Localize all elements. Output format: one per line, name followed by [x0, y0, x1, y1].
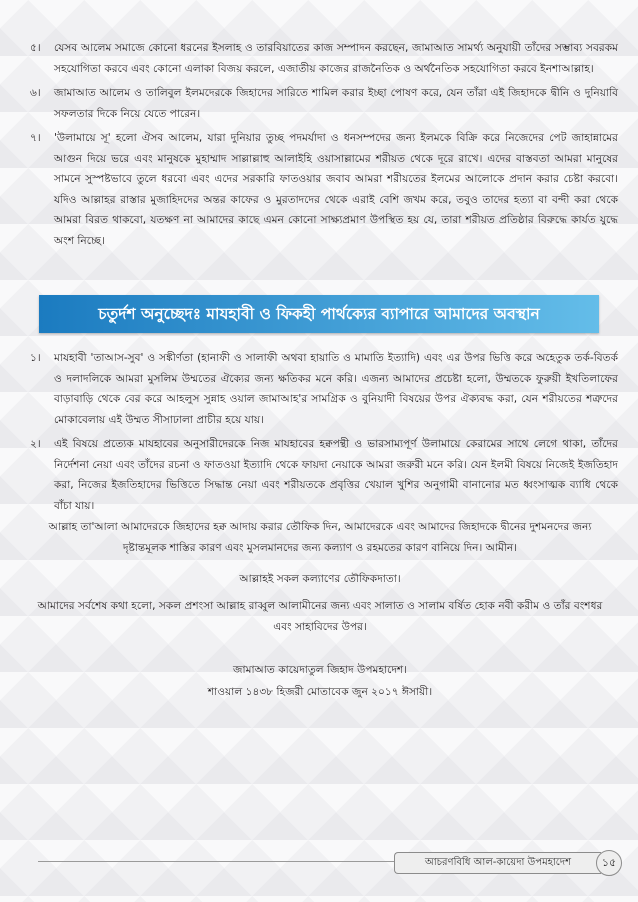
list-item [30, 348, 618, 430]
item-number: ২। [30, 438, 41, 450]
numbered-list-section-14 [30, 348, 618, 520]
page-number: ১৫ [596, 850, 622, 876]
item-text: 'উলামায়ে সূ' হলো ঐসব আলেম, যারা দুনিয়ার তুচ্ছ পদমর্যাদা ও ধনসম্পদের জন্য ইলমকে বিক্রি করে নিজেদের পেট জাহান্নামের আগুন দিয়ে ভরে এবং মানুষকে মুহাম্মাদ সাল্লাল্লাহু আলাইহি ওয়াসাল্লামের শরীয়ত থেকে দূরে রাখে। এদের বাস্তবতা আমরা মানুষের সামনে সুস্পষ্টভাবে তুলে ধরবো এবং এদের সরকারি ফাতওয়ার জবাব আমরা শরীয়তের ইলমের আলোকে প্রদান করার চেষ্টা করবো। যদিও আল্লাহর রাস্তার মুজাহিদদের অন্তর কাফের ও মুরতাদদের থেকে এরাই বেশি জখম করে, তবুও তাদের হত্যা বা বন্দী করা থেকে আমরা বিরত থাকবো, যতক্ষণ না আমাদের কাছে এমন কোনো সাক্ষ্যপ্রমাণ উপস্থিত হয় যে, তারা শরীয়ত প্রতিষ্ঠার বিরুদ্ধে কার্যত যুদ্ধে অংশ নিচ্ছে। [54, 132, 618, 247]
closing-statement: আমাদের সর্বশেষ কথা হলো, সকল প্রশংসা আল্লাহ রাব্বুল আলামীনের জন্য এবং সালাত ও সালাম বর্ষিত হোক নবী করীম ও তাঁর বংশধর এবং সাহাবিদের উপর। [37, 600, 603, 633]
item-text: জামাআত আলেম ও তালিবুল ইলমদেরকে জিহাদের সারিতে শামিল করার ইচ্ছা পোষণ করে, যেন তাঁরা এই জিহাদকে দ্বীনি ও দুনিয়াবি সফলতার দিকে নিয়ে যেতে পারেন। [54, 87, 618, 120]
closing-prayer: আল্লাহ তা'আলা আমাদেরকে জিহাদের হক্ব আদায় করার তৌফিক দিন, আমাদেরকে এবং আমাদের জিহাদকে দ্বীনের দুশমনদের জন্য দৃষ্টান্তমূলক শাস্তির কারণ এবং মুসলমানদের জন্য কল্যাণ ও রহমতের কারণ বানিয়ে দিন। আমীন। [48, 521, 592, 554]
numbered-list-section-13 [30, 38, 618, 255]
list-item [30, 38, 618, 79]
item-text: এই বিষয়ে প্রত্যেক মাযহাবের অনুসারীদেরকে নিজ মাযহাবের হক্বপন্থী ও ভারসাম্যপূর্ণ উলামায়ে কেরামের সাথে লেগে থাকা, তাঁদের নির্দেশনা নেয়া এবং তাঁদের রচনা ও ফাতওয়া ইত্যাদি থেকে ফায়দা নেয়াকে আমরা জরুরী মনে করি। যেন ইলমী বিষয়ে নিজেই ইজতিহাদ করা, নিজের ইজতিহাদের ভিত্তিতে সিদ্ধান্ত নেয়া এবং শরীয়তকে প্রবৃত্তির খেয়াল খুশির অনুগামী বানানোর মত ধ্বংসাত্মক ব্যাধি থেকে বাঁচা যায়। [54, 438, 618, 512]
item-number: ৫। [30, 42, 41, 54]
item-number: ৬। [30, 87, 41, 99]
tawfiq-line: আল্লাহই সকল কল্যাণের তৌফিকদাতা। [239, 573, 401, 585]
footer-title: আচরণবিধি আল-কায়েদা উপমহাদেশ [394, 852, 601, 874]
item-number: ৭। [30, 132, 41, 144]
signature-date: শাওয়াল ১৪৩৮ হিজরী মোতাবেক জুন ২০১৭ ঈসায়ী। [207, 686, 433, 698]
list-item [30, 83, 618, 124]
item-text: মাযহাবী 'তাআস-সুব' ও সঙ্কীর্ণতা (হানাফী ও সালাফী অথবা হায়াতি ও মামাতি ইত্যাদি) এবং এর উপর ভিত্তি করে অহেতুক তর্ক-বিতর্ক ও দলাদলিকে আমরা মুসলিম উম্মতের ঐক্যের জন্য ক্ষতিকর মনে করি। এজন্য আমাদের প্রচেষ্টা হলো, উম্মতকে ফুরুয়ী ইখতিলাফের বাড়াবাড়ি থেকে বের করে আহলুস সুন্নাহ ওয়াল জামাআহ'র সামগ্রিক ও বুনিয়াদী বিষয়ের উপর ঐক্যবদ্ধ করা, যেন শরীয়তের শত্রুদের মোকাবেলায় এই উম্মত সীসাঢালা প্রাচীর হয়ে যায়। [54, 352, 618, 426]
item-text: যেসব আলেম সমাজে কোনো ধরনের ইসলাহ ও তারবিয়াতের কাজ সম্পাদন করছেন, জামাআত সামর্থ্য অনুযায়ী তাঁদের সম্ভাব্য সবরকম সহযোগিতা করবে এবং কোনো এলাকা বিজয় করলে, এজাতীয় কাজের রাজনৈতিক ও অর্থনৈতিক সহযোগিতা করবে ইনশাআল্লাহ। [54, 42, 618, 75]
list-item [30, 434, 618, 516]
list-item [30, 128, 618, 251]
item-number: ১। [30, 352, 41, 364]
signature-organization: জামাআত কায়েদাতুল জিহাদ উপমহাদেশ। [233, 664, 407, 676]
footer-divider [38, 861, 398, 862]
section-heading-banner: চতুর্দশ অনুচ্ছেদঃ মাযহাবী ও ফিকহী পার্থক্যের ব্যাপারে আমাদের অবস্থান [39, 295, 599, 333]
